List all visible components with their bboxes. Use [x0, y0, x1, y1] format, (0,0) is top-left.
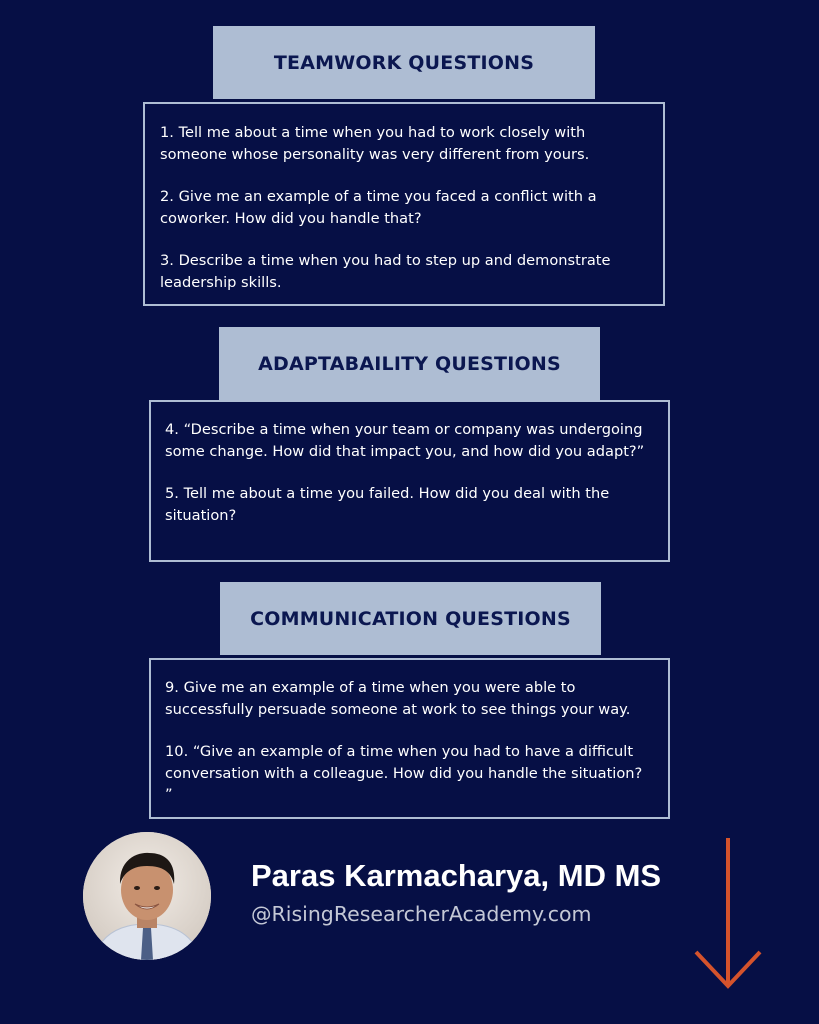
question-item: 1. Tell me about a time when you had to work closely with someone whose personality was very different from yours.	[160, 124, 590, 163]
question-item: 4. “Describe a time when your team or company was undergoing some change. How did that impact you, and how did you adapt?”	[165, 421, 645, 460]
question-item: 10. “Give an example of a time when you had to have a difficult conversation with a colleague. How did you handle the situation? ”	[165, 743, 643, 803]
author-photo-illustration	[83, 832, 211, 960]
adaptability-questions-box	[149, 400, 670, 562]
teamwork-title-text: TEAMWORK QUESTIONS	[273, 51, 535, 74]
communication-questions-box	[149, 658, 670, 819]
teamwork-section-title	[213, 26, 595, 99]
communication-section-title	[220, 582, 601, 655]
communication-title-text: COMMUNICATION QUESTIONS	[250, 607, 571, 630]
author-avatar	[83, 832, 211, 960]
question-item: 2. Give me an example of a time you faced a conflict with a coworker. How did you handle that?	[160, 188, 597, 227]
adaptability-title-text: ADAPTABAILITY QUESTIONS	[258, 352, 561, 375]
teamwork-questions-box	[143, 102, 665, 306]
question-item: 9. Give me an example of a time when you were able to successfully persuade someone at work to see things your way.	[165, 679, 631, 718]
author-name: Paras Karmacharya, MD MS	[251, 858, 662, 893]
arrow-down-icon	[692, 836, 764, 992]
question-item: 5. Tell me about a time you failed. How did you deal with the situation?	[165, 485, 610, 524]
question-item: 3. Describe a time when you had to step up and demonstrate leadership skills.	[160, 252, 611, 291]
author-handle[interactable]: @RisingResearcherAcademy.com	[251, 902, 592, 926]
adaptability-section-title	[219, 327, 600, 400]
